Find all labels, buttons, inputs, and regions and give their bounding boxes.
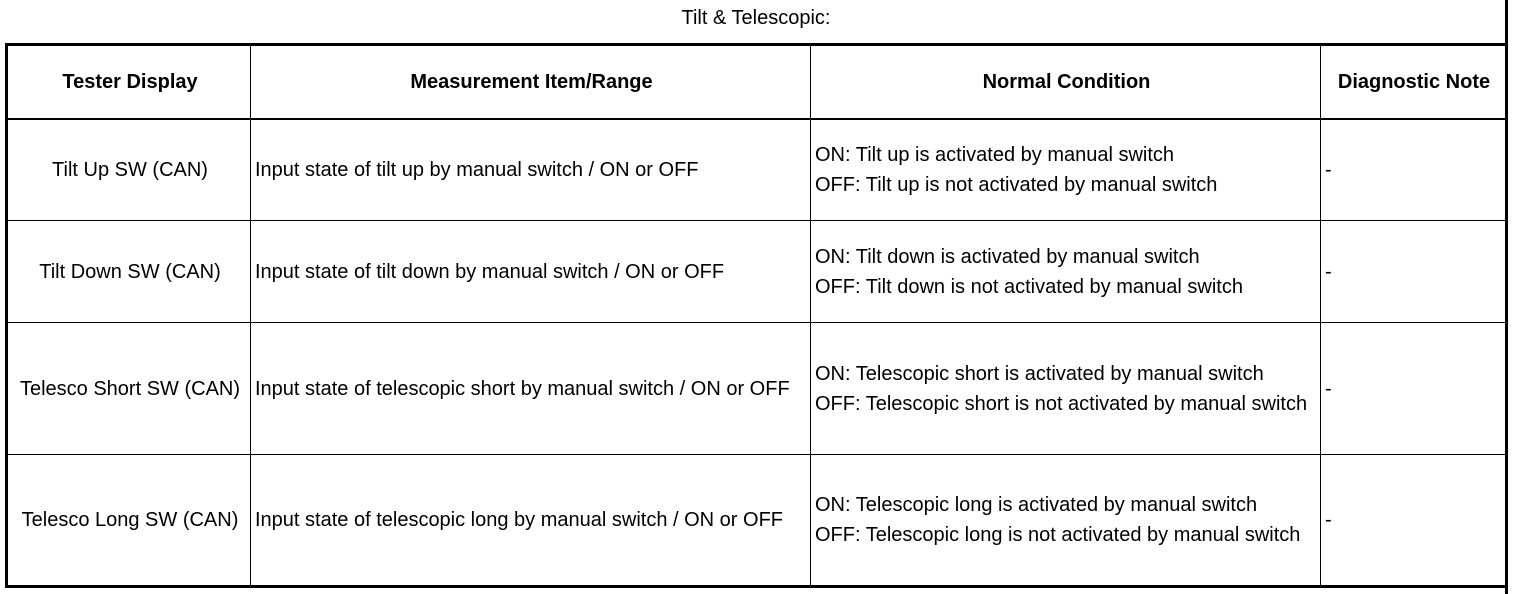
data-table — [5, 43, 1508, 588]
diagnostic-note-cell: - — [1321, 323, 1507, 455]
tester-display-cell: Telesco Long SW (CAN) — [7, 455, 251, 587]
normal-condition-cell — [811, 119, 1321, 221]
normal-on-text: ON: Tilt up is activated by manual switch — [815, 143, 1175, 166]
normal-on-text: ON: Tilt down is activated by manual switch — [815, 245, 1200, 268]
tester-display-cell: Tilt Up SW (CAN) — [7, 119, 251, 221]
normal-off-text: OFF: Tilt up is not activated by manual switch — [815, 173, 1218, 196]
normal-off-text: OFF: Telescopic short is not activated by manual switch — [815, 392, 1308, 415]
table-row — [7, 119, 1507, 221]
normal-on-text: ON: Telescopic long is activated by manual switch — [815, 494, 1258, 516]
normal-off-text: OFF: Telescopic long is not activated by manual switch — [815, 524, 1301, 546]
normal-condition-cell — [811, 221, 1321, 323]
measurement-cell: Input state of tilt down by manual switch / ON or OFF — [251, 221, 811, 323]
measurement-cell: Input state of telescopic short by manual switch / ON or OFF — [251, 323, 811, 455]
table-row — [7, 323, 1507, 455]
diagnostic-note-cell: - — [1321, 119, 1507, 221]
header-normal-condition: Normal Condition — [811, 45, 1321, 119]
table-row — [7, 455, 1507, 587]
table-header-row — [7, 45, 1507, 119]
normal-condition-cell — [811, 455, 1321, 587]
header-tester-display: Tester Display — [7, 45, 251, 119]
normal-condition-cell — [811, 323, 1321, 455]
measurement-cell: Input state of tilt up by manual switch / ON or OFF — [251, 119, 811, 221]
table-row — [7, 221, 1507, 323]
diagnostic-note-cell: - — [1321, 455, 1507, 587]
page-title: Tilt & Telescopic: — [681, 7, 831, 29]
normal-off-text: OFF: Tilt down is not activated by manual switch — [815, 275, 1243, 298]
tester-display-cell: Tilt Down SW (CAN) — [7, 221, 251, 323]
header-measurement-item: Measurement Item/Range — [251, 45, 811, 119]
tester-display-cell: Telesco Short SW (CAN) — [7, 323, 251, 455]
normal-on-text: ON: Telescopic short is activated by manual switch — [815, 362, 1264, 385]
measurement-cell: Input state of telescopic long by manual switch / ON or OFF — [251, 455, 811, 587]
diagnostic-note-cell: - — [1321, 221, 1507, 323]
header-diagnostic-note: Diagnostic Note — [1321, 45, 1507, 119]
